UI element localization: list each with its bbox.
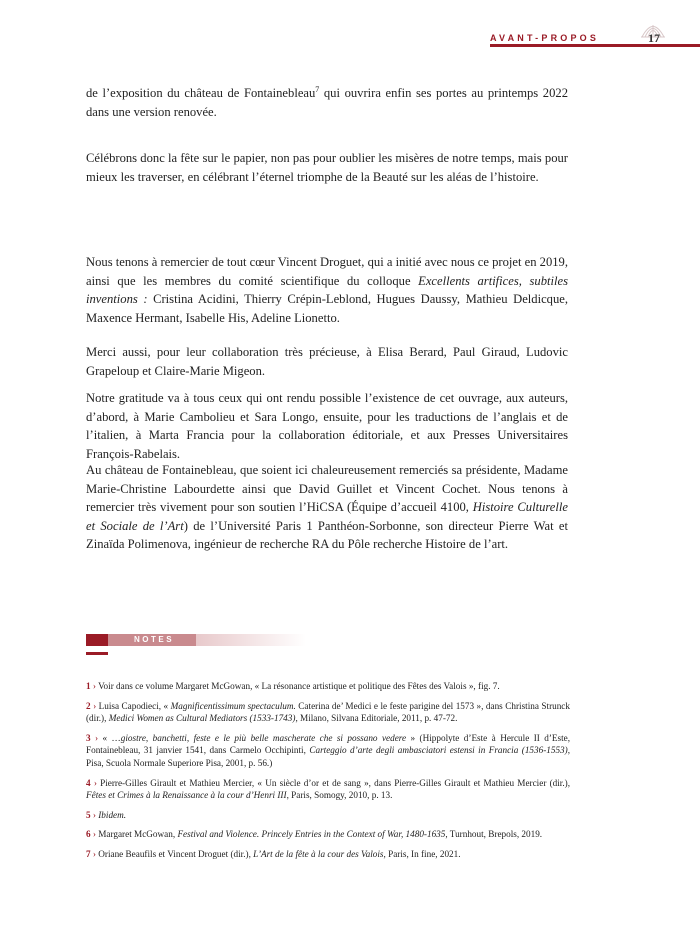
- paragraph-acknowledgements-3: Notre gratitude va à tous ceux qui ont rendu possible l’existence de cet ouvrage, aux auteurs, d’abord, à Marie Cambolieu et Sara Longo, ensuite, pour les traductions de l’anglais et de l’italien, à Marta Francia pour la collaboration éditoriale, et aux Presses Universitaires François-Rabelais.: [86, 391, 568, 461]
- page-header: [0, 0, 700, 50]
- header-rule: [490, 44, 700, 47]
- section-title: AVANT-PROPOS: [490, 33, 600, 43]
- note-2: 2 › Luisa Capodieci, « Magnificentissimum spectaculum. Caterina de’ Medici e le feste parigine del 1573 », dans Christina Strunck (dir.), Medici Women as Cultural Mediators (1533-1743), Milano, Silvana Editoriale, 2011, p. 47-72.: [86, 700, 570, 724]
- paragraph-acknowledgements-1: Nous tenons à remercier de tout cœur Vincent Droguet, qui a initié avec nous ce projet en 2019, ainsi que les membres du comité scientifique du colloque Excellents artifices, subtiles inventions : Cristina Acidini, Thierry Crépin-Leblond, Hugues Daussy, Mathieu Deldicque, Maxence Hermant, Isabelle His, Adeline Lionetto.: [86, 255, 569, 325]
- notes-bar-fade: [196, 634, 306, 646]
- note-4: 4 › Pierre-Gilles Girault et Mathieu Mercier, « Un siècle d’or et de sang », dans Pierre-Gilles Girault et Mathieu Mercier (dir.), Fêtes et Crimes à la Renaissance à la cour d’Henri III, Paris, Somogy, 2010, p. 13.: [86, 777, 570, 801]
- footnote-ref-7[interactable]: 7: [315, 84, 320, 94]
- note-1: 1 › Voir dans ce volume Margaret McGowan, « La résonance artistique et politique des Fêtes des Valois », fig. 7.: [86, 681, 500, 691]
- note-7: 7 › Oriane Beaufils et Vincent Droguet (dir.), L’Art de la fête à la cour des Valois, Paris, In fine, 2021.: [86, 848, 461, 859]
- notes-bar-block: [86, 634, 108, 646]
- paragraph-2: Célébrons donc la fête sur le papier, non pas pour oublier les misères de notre temps, mais pour mieux les traverser, en célébrant l’éternel triomphe de la Beauté sur les aléas de l’histoire.: [86, 151, 568, 184]
- page-number: 17: [648, 31, 660, 45]
- paragraph-acknowledgements-4: Au château de Fontainebleau, que soient ici chaleureusement remerciés sa présidente, Madame Marie-Christine Labourdette ainsi que David Guillet et Vincent Cochet. Nous tenons à remercier très vivement pour son soutien l’HiCSA (Équipe d’accueil 4100, Histoire Culturelle et Sociale de l’Art) de l’Université Paris 1 Panthéon-Sorbonne, son directeur Pierre Wat et Zinaïda Polimenova, ingénieur de recherche RA du Pôle recherche Histoire de l’art.: [86, 463, 568, 552]
- notes-list: [86, 680, 570, 868]
- paragraph-1: de l’exposition du château de Fontainebleau$^7$ qui ouvrira enfin ses portes au printemps 2022 dans une version renovée.: [86, 84, 568, 119]
- note-3: 3 › « …giostre, banchetti, feste e le più belle mascherate che si possano vedere » (Hippolyte d’Este à Hercule II d’Este, Fontainebleau, 31 janvier 1541, dans Carmelo Occhipinti, Carteggio d’arte degli ambasciatori estensi in Francia (1536-1553), Pisa, Scuola Normale Superiore Pisa, 2001, p. 56.): [86, 732, 571, 768]
- paragraph-acknowledgements-2: Merci aussi, pour leur collaboration très précieuse, à Elisa Berard, Paul Giraud, Ludovic Grapeloup et Claire-Marie Migeon.: [86, 345, 568, 378]
- notes-label: NOTES: [134, 635, 175, 644]
- note-5: 5 › Ibidem.: [86, 809, 127, 820]
- note-6: 6 › Margaret McGowan, Festival and Violence. Princely Entries in the Context of War, 1480-1635, Turnhout, Brepols, 2019.: [86, 829, 543, 840]
- notes-underline: [86, 652, 108, 655]
